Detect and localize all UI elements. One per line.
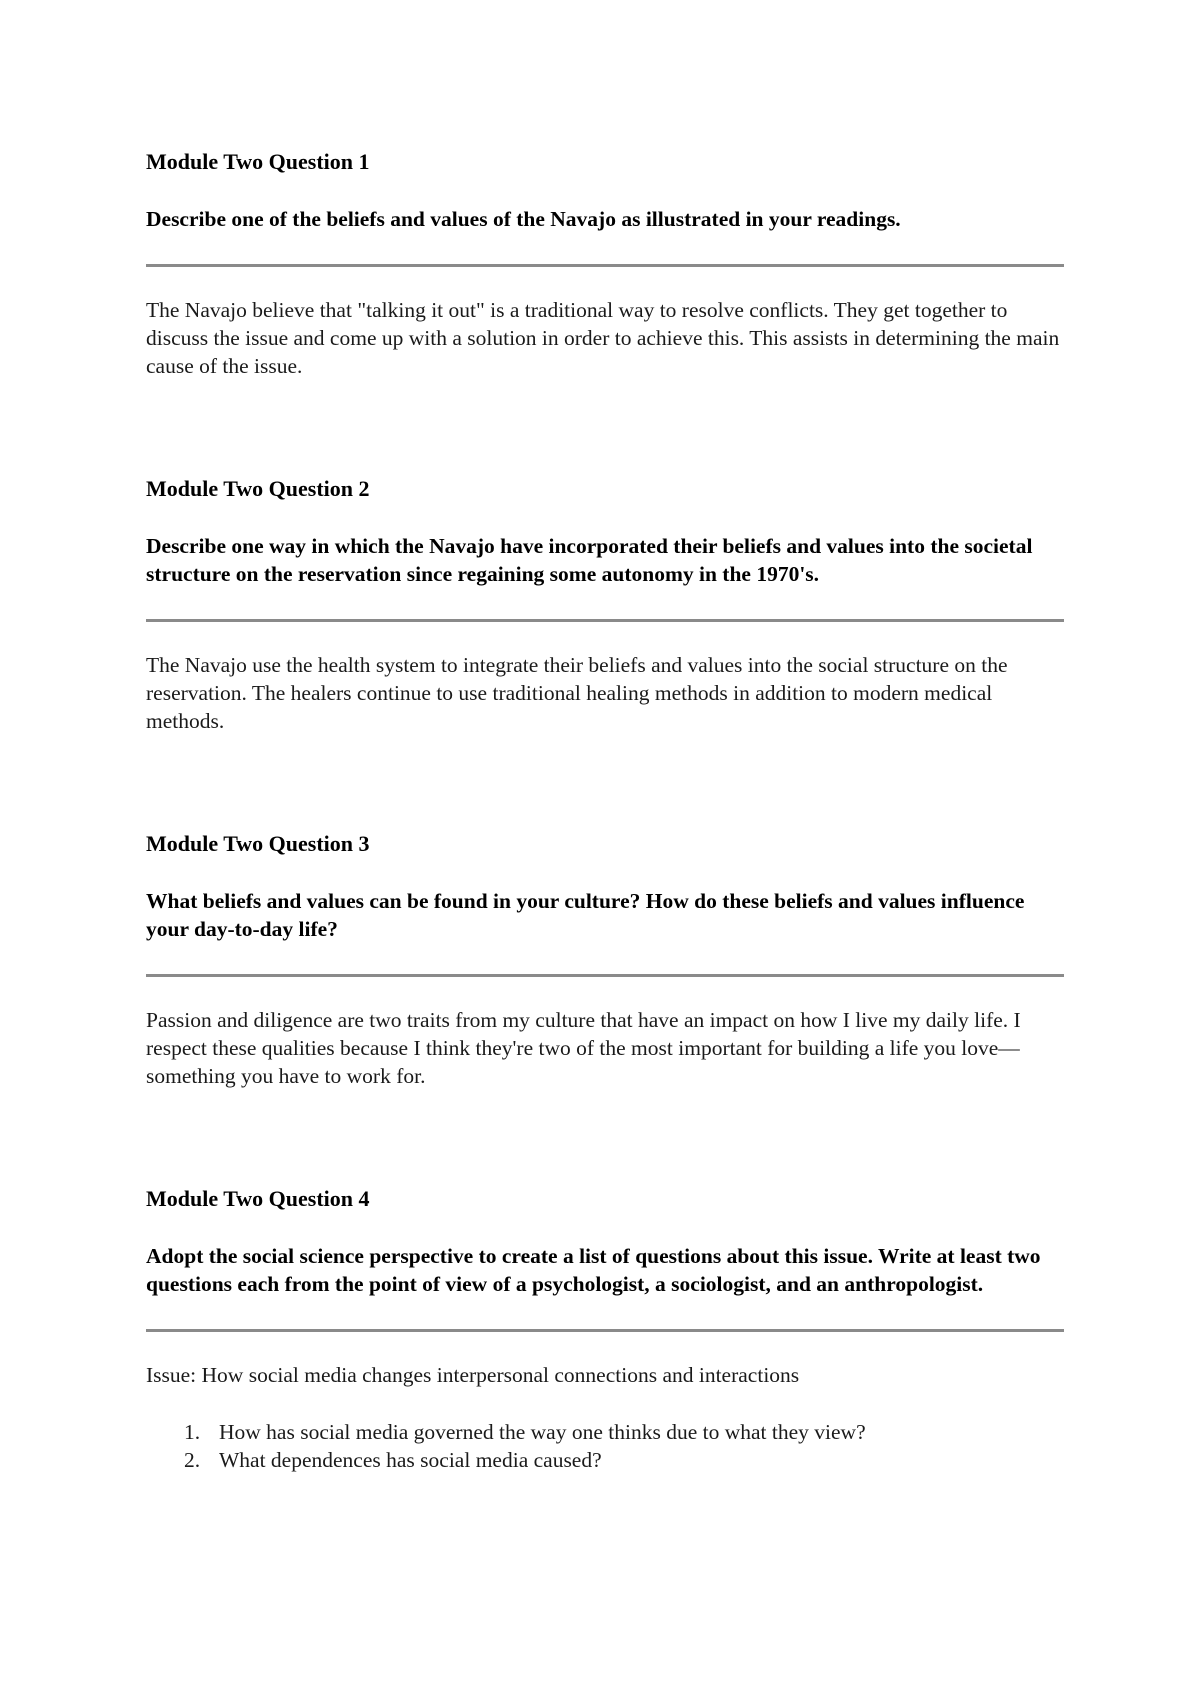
question-4-prompt: Adopt the social science perspective to create a list of questions about this issue. Write at least two questions each from the point of view of a psychologist, a sociologist, and an anthropologist.	[146, 1244, 1041, 1296]
question-2-prompt: Describe one way in which the Navajo have incorporated their beliefs and values into the societal structure on the reservation since regaining some autonomy in the 1970's.	[146, 534, 1033, 586]
question-2-section	[146, 475, 1064, 735]
question-1-answer: The Navajo believe that "talking it out" is a traditional way to resolve conflicts. They get together to discuss the issue and come up with a solution in order to achieve this. This assists in determining the main cause of the issue.	[146, 298, 1060, 378]
question-2-divider	[146, 619, 1064, 622]
question-3-section	[146, 830, 1064, 1090]
list-item-text: What dependences has social media caused?	[219, 1448, 602, 1472]
question-3-divider	[146, 974, 1064, 977]
question-1-divider	[146, 264, 1064, 267]
question-4-divider	[146, 1329, 1064, 1332]
question-3-heading: Module Two Question 3	[146, 831, 370, 856]
question-4-answer-issue: Issue: How social media changes interpersonal connections and interactions	[146, 1363, 800, 1387]
list-item-text: How has social media governed the way one thinks due to what they view?	[219, 1420, 866, 1444]
question-2-answer: The Navajo use the health system to integrate their beliefs and values into the social structure on the reservation. The healers continue to use traditional healing methods in addition to modern medical methods.	[146, 653, 1008, 733]
question-1-heading: Module Two Question 1	[146, 149, 370, 174]
list-item	[146, 1418, 1064, 1446]
question-1-section	[146, 148, 1064, 380]
question-3-answer: Passion and diligence are two traits from my culture that have an impact on how I live my daily life. I respect these qualities because I think they're two of the most important for building a life you love—something you have to work for.	[146, 1008, 1021, 1088]
question-3-prompt: What beliefs and values can be found in your culture? How do these beliefs and values influence your day-to-day life?	[146, 889, 1025, 941]
list-item-number: 2.	[184, 1448, 201, 1472]
question-1-prompt: Describe one of the beliefs and values of the Navajo as illustrated in your readings.	[146, 207, 901, 231]
list-item	[146, 1446, 1064, 1474]
question-2-heading: Module Two Question 2	[146, 476, 370, 501]
question-4-heading: Module Two Question 4	[146, 1186, 370, 1211]
list-item-number: 1.	[184, 1420, 201, 1444]
question-4-answer-list	[146, 1418, 1064, 1474]
question-4-section	[146, 1185, 1064, 1474]
